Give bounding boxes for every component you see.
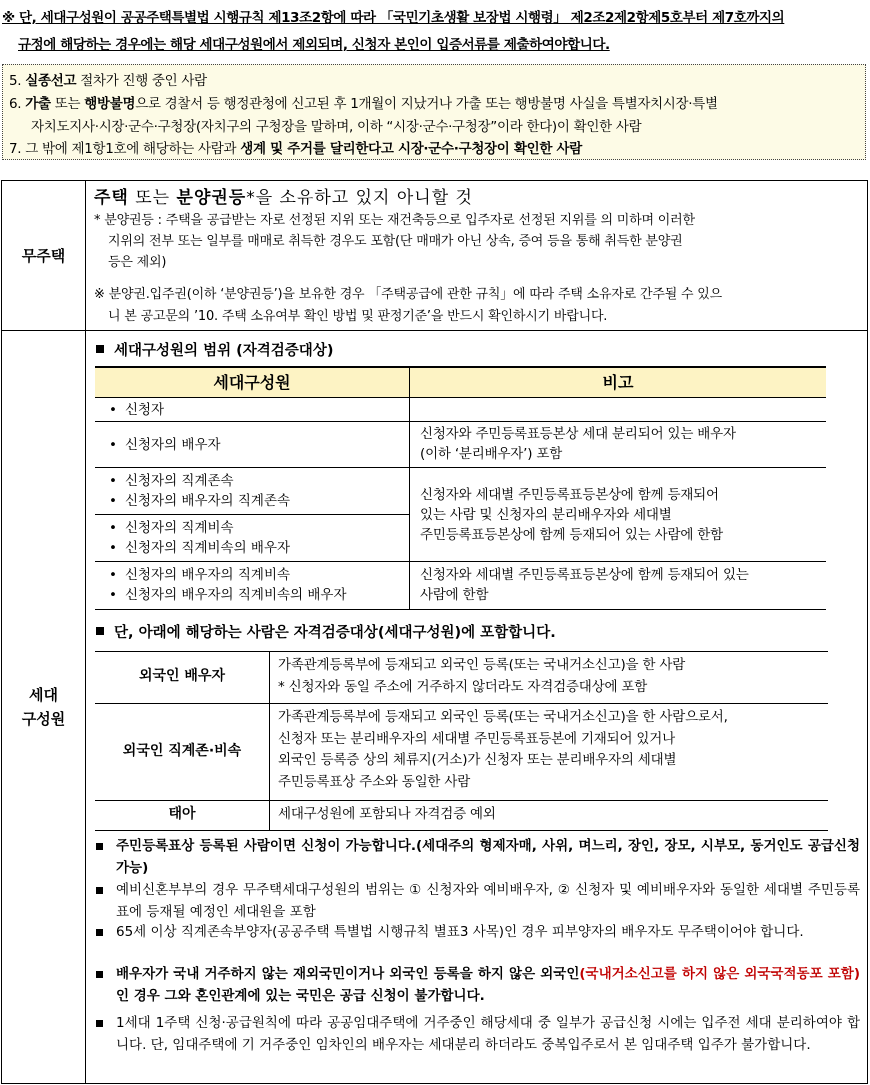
member-spouse-descendant-spouse: • 신청자의 배우자의 직계비속의 배우자	[109, 585, 409, 605]
note-foreign-spouse	[96, 964, 860, 1007]
note-one-house	[96, 1013, 860, 1056]
condition-item-6	[9, 92, 718, 112]
table-row	[95, 397, 409, 421]
foreign-spouse-label: 외국인 배우자	[138, 668, 226, 685]
fetus-label: 태아	[168, 806, 196, 823]
title-bold: 분양권등	[176, 188, 247, 208]
remark-lineal	[409, 467, 826, 561]
desc-line: 신청자 또는 분리배우자의 세대별 주민등록표등본에 기재되어 있거나	[278, 730, 675, 747]
title-text: *을 소유하고 있지 아니할 것	[246, 188, 473, 208]
square-bullet-icon	[96, 627, 104, 635]
table-row	[95, 467, 409, 514]
note-prenuptial	[96, 880, 860, 923]
note-text: 1세대 1주택 신청·공급원칙에 따라 공공임대주택에 거주중인 해당세대 중 일부가 공급신청 시에는 입주전 세대 분리하여야 합니다. 단, 임대주택에 기 거주중인 임차인의 배우자는 세대분리 하더라도 중복입주로서 본 임대주택 입주가 불가합니다.	[116, 1015, 860, 1053]
household-scope-table	[95, 366, 826, 612]
header-remarks: 비고	[409, 366, 826, 397]
desc-line: 외국인 등록증 상의 체류지(거소)가 신청자 또는 분리배우자의 세대별	[278, 752, 677, 768]
presale-note-line2: 지위의 전부 또는 일부를 매매로 취득한 경우도 포함(단 매매가 아닌 상속, 증여 등을 통해 취득한 분양권	[108, 234, 683, 249]
square-bullet-icon	[96, 1020, 103, 1027]
desc-line: 가족관계등록부에 등재되고 외국인 등록(또는 국내거소신고)을 한 사람	[278, 657, 686, 673]
remark-line: (이하 ‘분리배우자’) 포함	[420, 446, 563, 462]
note-text: 예비신혼부부의 경우 무주택세대구성원의 범위는 ① 신청자와 예비배우자, ② 신청자 및 예비배우자와 동일한 세대별 주민등록표에 등재될 예정인 세대원을 포함	[116, 882, 860, 920]
desc-line: 주민등록표상 주소와 동일한 사람	[278, 773, 471, 790]
member-spouse-descendant: • 신청자의 배우자의 직계비속	[109, 565, 409, 585]
remark-line: 신청자와 주민등록표등본상 세대 분리되어 있는 배우자	[420, 426, 736, 442]
top-note-line2: 규정에 해당하는 경우에는 해당 세대구성원에서 제외되며, 신청자 본인이 입증서류를 제출하여야합니다.	[18, 37, 610, 53]
foreign-lineal-desc	[269, 703, 828, 800]
item-bold: 생계 및 주거를 달리한다고 시장·군수·구청장이 확인한 사람	[240, 141, 583, 157]
remark-line: 있는 사람 및 신청자의 분리배우자와 세대별	[420, 506, 672, 523]
member-spouse-ascendant: • 신청자의 배우자의 직계존속	[109, 491, 409, 511]
conditions-box	[2, 64, 866, 160]
table-row	[95, 514, 409, 561]
member-spouse: • 신청자의 배우자	[109, 435, 221, 455]
member-descendant-spouse: • 신청자의 직계비속의 배우자	[109, 538, 409, 558]
note-plain: 배우자가 국내 거주하지 않는 재외국민이거나 외국인 등록을 하지 않은 외국인	[116, 966, 580, 982]
note-text: 주민등록표상 등록된 사람이면 신청이 가능합니다.(세대주의 형제자매, 사위, 며느리, 장인, 장모, 시부모, 동거인도 공급신청 가능)	[116, 838, 860, 876]
presale-note-line3: 등은 제외)	[108, 255, 167, 270]
foreign-lineal-label: 외국인 직계존·비속	[122, 742, 242, 759]
scope-title	[96, 339, 333, 360]
desc-line: * 신청자와 동일 주소에 거주하지 않더라도 자격검증대상에 포함	[278, 678, 648, 695]
scope-title-text: 세대구성원의 범위 (자격검증대상)	[114, 343, 334, 359]
household-label	[2, 331, 86, 1083]
no-house-label: 무주택	[2, 181, 86, 330]
remark-line: 신청자와 세대별 주민등록표등본상에 함께 등재되어	[420, 486, 719, 503]
remark-line: 사람에 한함	[420, 587, 489, 603]
header-member: 세대구성원	[95, 366, 409, 397]
presale-warning-line1: ※ 분양권.입주권(이하 ‘분양권등’)을 보유한 경우 「주택공급에 관한 규칙」에 따라 주택 소유자로 간주될 수 있으	[94, 287, 722, 302]
row-divider	[95, 830, 828, 831]
condition-item-7	[9, 137, 582, 157]
note-rest: 인 경우 그와 혼인관계에 있는 국민은 공급 신청이 불가합니다.	[116, 987, 485, 1004]
note-red: (국내거소신고를 하지 않은 외국국적동포 포함)	[579, 966, 860, 982]
member-descendant: • 신청자의 직계비속	[109, 518, 409, 538]
household-label-line2: 구성원	[21, 710, 66, 728]
table-row	[95, 561, 409, 610]
presale-warning-line2: 니 본 공고문의 ’10. 주택 소유여부 확인 방법 및 판정기준’을 반드시 확인하시기 바랍니다.	[108, 309, 608, 324]
fetus-desc: 세대구성원에 포함되나 자격검증 예외	[269, 800, 828, 830]
square-bullet-icon	[96, 971, 103, 978]
presale-note-line1: * 분양권등 : 주택을 공급받는 자로 선정된 지위 또는 재건축등으로 입주자로 선정된 지위를 의 미하며 이러한	[94, 213, 695, 228]
item-number: 7.	[9, 141, 22, 157]
no-house-title	[94, 183, 473, 208]
item-bold: 실종선고	[25, 73, 77, 89]
title-text: 또는	[128, 188, 177, 208]
square-bullet-icon	[96, 345, 104, 353]
remark-spouse	[409, 421, 826, 467]
note-text	[96, 964, 860, 1007]
remark-spouse-descendant	[409, 561, 826, 610]
note-elderly-support	[96, 922, 860, 944]
table-row	[95, 421, 409, 467]
item-number: 6.	[9, 96, 22, 112]
row-divider	[2, 330, 867, 331]
remark-line: 신청자와 세대별 주민등록표등본상에 함께 등재되어 있는	[420, 567, 749, 583]
square-bullet-icon	[96, 929, 103, 936]
foreign-spouse-desc	[269, 651, 828, 703]
member-ascendant: • 신청자의 직계존속	[109, 471, 409, 491]
condition-item-6-cont: 자치도지사·시장·군수·구청장(자치구의 구청장을 말하며, 이하 “시장·군수·구청장”이라 한다)이 확인한 사람	[31, 119, 642, 135]
square-bullet-icon	[96, 887, 103, 894]
top-note-line1: ※ 단, 세대구성원이 공공주택특별법 시행규칙 제13조2항에 따라 「국민기초생활 보장법 시행령」 제2조2제2항제5호부터 제7호까지의	[2, 10, 785, 26]
note-registered-person	[96, 836, 860, 879]
remark-line: 주민등록표등본상에 함께 등재되어 있는 사람에 한함	[420, 526, 723, 543]
title-bold: 주택	[94, 188, 129, 208]
include-title	[96, 621, 556, 642]
square-bullet-icon	[96, 843, 103, 850]
table-cell-empty	[409, 397, 826, 421]
item-text: 그 밖에 제1항1호에 해당하는 사람과	[25, 141, 241, 157]
desc-line: 가족관계등록부에 등재되고 외국인 등록(또는 국내거소신고)을 한 사람으로서,	[278, 709, 728, 725]
include-title-text: 단, 아래에 해당하는 사람은 자격검증대상(세대구성원)에 포함합니다.	[114, 625, 556, 641]
note-text: 65세 이상 직계존속부양자(공공주택 특별법 시행규칙 별표3 사목)인 경우 피부양자의 배우자도 무주택이어야 합니다.	[116, 924, 804, 940]
condition-item-5	[9, 69, 207, 89]
item-text: 절차가 진행 중인 사람	[76, 73, 207, 89]
member-applicant: • 신청자	[109, 400, 409, 420]
household-label-line1: 세대	[29, 686, 58, 704]
item-number: 5.	[9, 73, 22, 89]
item-bold: 행방불명	[84, 96, 136, 112]
item-bold: 가출	[25, 96, 51, 112]
item-text: 으로 경찰서 등 행정관청에 신고된 후 1개월이 지났거나 가출 또는 행방불명 사실을 특별자치시장·특별	[135, 96, 718, 112]
item-text: 또는	[50, 96, 85, 112]
